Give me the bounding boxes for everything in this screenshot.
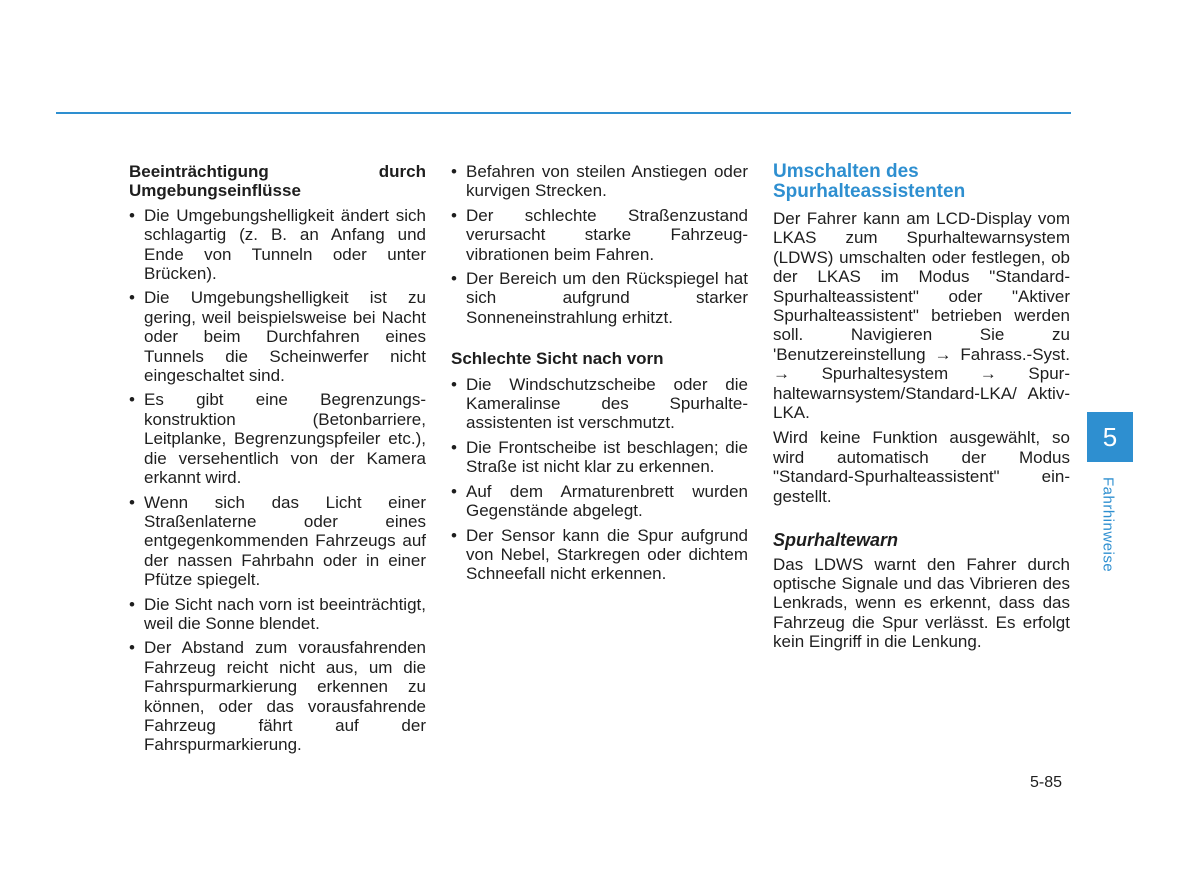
conditions-list bbox=[451, 162, 748, 327]
heading-word-right: durch bbox=[378, 162, 426, 181]
chapter-tab: 5 bbox=[1087, 412, 1133, 462]
list-item: • Der schlechte Straßenzustand verursacht starke Fahrzeugvibrationen beim Fahren. bbox=[451, 206, 748, 264]
list-item: • Es gibt eine Begrenzungskonstruktion (Betonbarriere, Leitplanke, Begrenzungspfeiler etc.), die versehentlich von der Kamera erkannt wird. bbox=[129, 390, 426, 487]
list-item: • Die Umgebungshelligkeit ändert sich schlagartig (z. B. an Anfang und Ende von Tunneln oder unter Brücken). bbox=[129, 206, 426, 284]
section-heading-impairment bbox=[129, 162, 426, 201]
list-item: • Der Sensor kann die Spur aufgrund von Nebel, Starkregen oder dichtem Schneefall nicht erkennen. bbox=[451, 526, 748, 584]
list-item: • Der Abstand zum vorausfahrenden Fahrzeug reicht nicht aus, um die Fahrspurmarkierung erkennen zu können, oder das vorausfahrende Fahrzeug fährt auf der Fahrspurmarkierung. bbox=[129, 638, 426, 754]
list-item: • Die Frontscheibe ist beschlagen; die Straße ist nicht klar zu erkennen. bbox=[451, 438, 748, 477]
list-item: • Die Windschutzscheibe oder die Kameralinse des Spurhalteassistenten ist verschmutzt. bbox=[451, 375, 748, 433]
section-title-switch-lkas bbox=[773, 162, 1070, 202]
heading-line-2: Umgebungseinflüsse bbox=[129, 181, 301, 201]
list-item: • Befahren von steilen Anstiegen oder kurvigen Strecken. bbox=[451, 162, 748, 201]
heading-word-left: Beeinträchtigung bbox=[129, 162, 269, 181]
list-item: • Die Sicht nach vorn ist beeinträchtigt, weil die Sonne blendet. bbox=[129, 595, 426, 634]
subheading-ldws: Spurhaltewarn bbox=[773, 530, 899, 551]
column-left bbox=[129, 162, 426, 760]
paragraph-ldws: Das LDWS warnt den Fahrer durch optische Signale und das Vibrieren des Lenkrads, wenn es erkennt, dass das Fahrzeug die Spur verlässt. Es erfolgt kein Eingriff in die Lenkung. bbox=[773, 554, 1070, 652]
list-item: • Auf dem Armaturenbrett wurden Gegenstände abgelegt. bbox=[451, 482, 748, 521]
column-middle bbox=[451, 162, 748, 589]
list-item: • Der Bereich um den Rückspiegel hat sich aufgrund starker Sonneneinstrahlung erhitzt. bbox=[451, 269, 748, 327]
paragraph-default-mode: Wird keine Funktion ausgewählt, so wird automatisch der Modus "Standard-Spurhalteassistent" eingestellt. bbox=[773, 428, 1070, 506]
list-item: • Wenn sich das Licht einer Straßenlaterne oder eines entgegenkommenden Fahrzeugs auf der nassen Fahrbahn oder in einer Pfütze spiegelt. bbox=[129, 493, 426, 590]
title-line-2: Spurhalteassistenten bbox=[773, 181, 966, 202]
list-item: • Die Umgebungshelligkeit ist zu gering, weil beispielsweise bei Nacht oder beim Durchfahren eines Tunnels die Scheinwerfer nicht eingeschaltet sind. bbox=[129, 288, 426, 385]
poor-visibility-list bbox=[451, 375, 748, 584]
chapter-label: Fahrhinweise bbox=[1099, 477, 1117, 573]
paragraph-switch-modes: Der Fahrer kann am LCD-Display vom LKAS zum Spurhaltewarnsystem (LDWS) umschalten oder festlegen, ob der LKAS im Modus "Standard-Spurhalteassistent" oder "Aktiver Spurhalteassistent" betrieben werden soll. Navigieren Sie zu 'Benutzereinstellung → Fahrass.-Syst. → Spurhaltesystem → Spurhaltewarnsystem/Standard-LKA/ Aktiv-LKA. bbox=[773, 209, 1070, 423]
column-right bbox=[773, 162, 1070, 658]
impairment-list bbox=[129, 206, 426, 755]
page-number: 5-85 bbox=[1030, 774, 1063, 791]
header-rule bbox=[56, 112, 1071, 114]
section-heading-poor-visibility: Schlechte Sicht nach vorn bbox=[451, 349, 664, 369]
title-line-1: Umschalten des bbox=[773, 161, 919, 182]
